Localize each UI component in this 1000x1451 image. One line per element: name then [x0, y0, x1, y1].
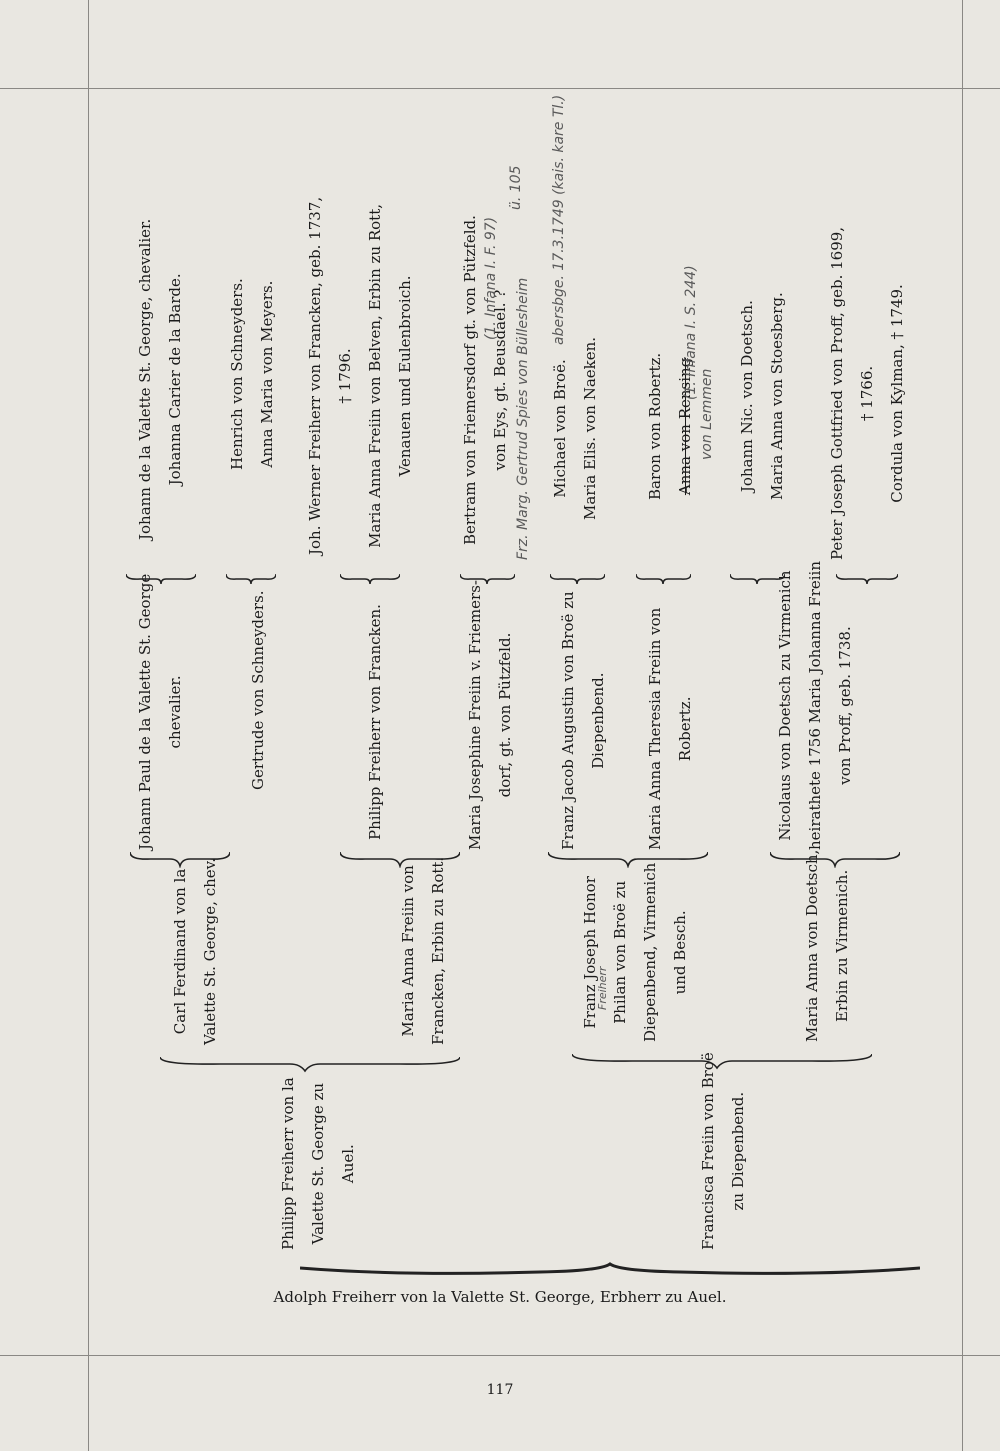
brace-gen4-b: [226, 572, 276, 586]
entry-line: Francken, Erbin zu Rott.: [429, 856, 447, 1045]
entry-line: Bertram von Friemersdorf gt. von Pützfeld.: [461, 215, 479, 545]
entry-line: Cordula von Kylman, † 1749.: [888, 284, 906, 503]
entry-line: Francisca Freiin von Broë: [699, 1052, 717, 1250]
brace-gen4-f: [636, 572, 691, 586]
entry-line: Philan von Broë zu: [611, 880, 629, 1024]
margin-line-top: [0, 88, 1000, 89]
brace-gen3-d: [770, 850, 900, 868]
entry-line: Johann Paul de la Valette St. George: [136, 573, 154, 850]
entry-line: chevalier.: [166, 675, 184, 749]
entry-line: und Besch.: [671, 910, 689, 995]
note-text: Freiherr: [596, 966, 609, 1010]
brace-gen4-c: [340, 572, 400, 586]
note-text: Frz. Marg. Gertrud Spies von Büllesheim: [515, 277, 531, 560]
entry-line: Maria Elis. von Naeken.: [581, 336, 599, 520]
entry-line: Joh. Werner Freiherr von Francken, geb. 1737,: [306, 196, 324, 555]
main-brace: [300, 1262, 920, 1282]
entry-line: Diepenbend, Virmenich: [641, 862, 659, 1042]
entry-line: Johann Nic. von Doetsch.: [738, 300, 756, 493]
margin-line-right: [962, 0, 963, 1451]
entry-line: Maria Anna Freiin von Belven, Erbin zu Rott,: [366, 203, 384, 548]
entry-line: Peter Joseph Gottfried von Proff, geb. 1699,: [828, 226, 846, 560]
entry-line: Franz Jacob Augustin von Broë zu: [559, 591, 577, 850]
brace-gen4-a: [126, 572, 196, 586]
brace-gen4-h: [836, 572, 898, 586]
entry-line: Auel.: [339, 1144, 357, 1184]
entry-line: Johann de la Valette St. George, chevalier.: [136, 218, 154, 540]
entry-line: Baron von Robertz.: [646, 352, 664, 500]
note-text: (1. Infana I. S. 244): [683, 265, 699, 400]
entry-line: zu Diepenbend.: [729, 1091, 747, 1211]
entry-line: Maria Anna Theresia Freiin von: [646, 607, 664, 850]
brace-gen2-a: [160, 1055, 460, 1073]
brace-gen3-a: [130, 850, 230, 868]
entry-line: † 1766.: [858, 365, 876, 422]
entry-line: dorf, gt. von Pützfeld.: [496, 632, 514, 798]
entry-line: Maria Anna von Stoesberg.: [768, 292, 786, 500]
entry-line: Anna von Rensing: [676, 357, 694, 496]
entry-line: Diepenbend.: [589, 672, 607, 769]
entry-line: Nicolaus von Doetsch zu Virmenich: [776, 570, 794, 841]
margin-line-left: [88, 0, 89, 1451]
entry-line: Franz Joseph Honor: [581, 876, 599, 1029]
brace-gen3-c: [548, 850, 708, 868]
entry-line: Maria Anna Freiin von: [399, 865, 417, 1037]
entry-line: Robertz.: [676, 696, 694, 762]
note-text: (1. Infana I. F. 97): [483, 216, 499, 340]
entry-line: Philipp Freiherr von Francken.: [366, 604, 384, 840]
entry-line: Michael von Broë.: [551, 359, 569, 498]
entry-line: Philipp Freiherr von la: [279, 1077, 297, 1250]
note-text: abersbge. 17.3.1749 (kais. kare Tl.): [551, 94, 567, 345]
brace-gen2-b: [572, 1052, 872, 1070]
note-text: von Lemmen: [699, 368, 715, 460]
entry-line: von Eys, gt. Beusdael. ?: [491, 289, 509, 471]
page-number: 117: [486, 1382, 514, 1398]
entry-line: Anna Maria von Meyers.: [258, 280, 276, 468]
entry-line: Maria Josephine Freiin v. Friemers-: [466, 580, 484, 850]
entry-line: Carl Ferdinand von la: [171, 868, 189, 1035]
entry-line: † 1796.: [336, 348, 354, 404]
brace-gen4-g: [730, 572, 785, 586]
margin-line-bottom: [0, 1355, 1000, 1356]
entry-line: Johanna Carier de la Barde.: [166, 273, 184, 486]
brace-gen4-d: [460, 572, 515, 586]
entry-line: Henrich von Schneyders.: [228, 278, 246, 470]
note-text: ü. 105: [508, 165, 524, 210]
brace-gen4-e: [550, 572, 605, 586]
entry-line: Maria Anna von Doetsch,: [803, 849, 821, 1042]
entry-line: von Proff, geb. 1738.: [836, 626, 854, 785]
entry-line: Valette St. George, chev.: [201, 857, 219, 1045]
entry-line: Venauen und Eulenbroich.: [396, 275, 414, 477]
brace-gen3-b: [340, 850, 460, 868]
entry-line: heirathete 1756 Maria Johanna Freiin: [806, 561, 824, 850]
page-title: Adolph Freiherr von la Valette St. George, Erbherr zu Auel.: [273, 1288, 727, 1306]
entry-line: Gertrude von Schneyders.: [249, 590, 267, 790]
entry-line: Erbin zu Virmenich.: [833, 869, 851, 1022]
entry-line: Valette St. George zu: [309, 1082, 327, 1245]
